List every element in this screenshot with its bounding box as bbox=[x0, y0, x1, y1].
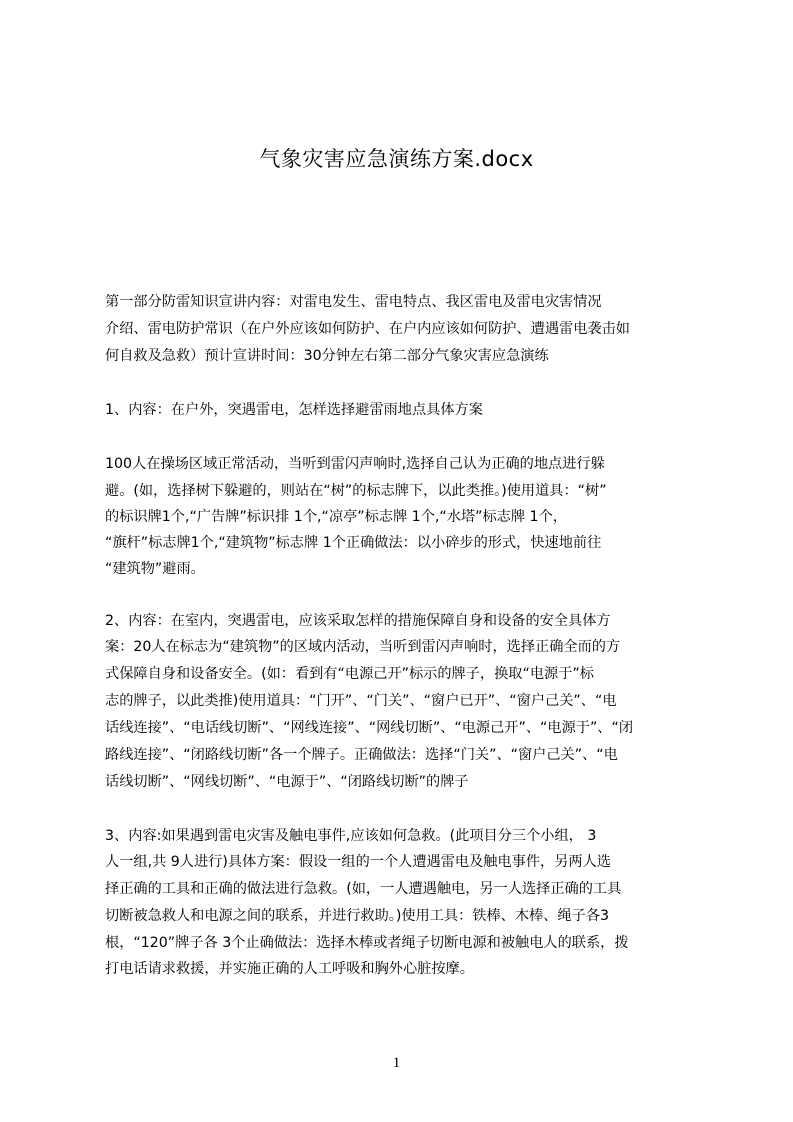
body-line: 介绍、雷电防护常识（在户外应该如何防护、在户内应该如何防护、遭遇雷电袭击如 bbox=[105, 321, 630, 337]
body-line: 何自救及急救）预计宣讲时间：30分钟左右第二部分气象灾害应急演练 bbox=[105, 348, 549, 364]
body-line: 择正确的工具和正确的做法进行急救。(如，一人遭遇触电，另一人选择正确的工具 bbox=[105, 881, 622, 897]
body-line: 话线切断”、“网线切断”、“电源于”、“闭路线切断”的牌子 bbox=[105, 774, 469, 790]
body-line: 的标识牌1个,“广告牌”标识排 1个,“凉亭”标志牌 1个,“水塔”标志牌 1个， bbox=[105, 509, 567, 525]
body-line: 案：20人在标志为“建筑物”的区域内活动，当听到雷闪声响时，选择正确全而的方 bbox=[105, 639, 621, 655]
body-line: 式保障自身和设备安全。(如：看到有“电源己开”标示的牌子，换取“电源于”标 bbox=[105, 666, 594, 682]
body-line: 路线连接”、“闭路线切断”各一个牌子。正确做法：选择“门关”、“窗户己关”、“电 bbox=[105, 747, 618, 763]
page-number: 1 bbox=[392, 1055, 401, 1071]
body-line: 切断被急救人和电源之间的联系，并进行救助。)使用工具：铁棒、木棒、绳子各3 bbox=[105, 908, 610, 924]
body-line: “建筑物”避雨。 bbox=[105, 561, 205, 577]
body-line: 人一组,共 9人进行)具体方案：假设一组的一个人遭遇雷电及触电事件，另两人选 bbox=[105, 854, 611, 870]
body-line: 100人在操场区域正常活动，当听到雷闪声响时,选择自己认为正确的地点进行躲 bbox=[105, 456, 605, 472]
body-line: 避。(如，选择树下躲避的，则站在“树”的标志牌下，以此类推。)使用道具：“树” bbox=[105, 483, 607, 499]
body-line: 第一部分防雷知识宣讲内容：对雷电发生、雷电特点、我区雷电及雷电灾害情况 bbox=[105, 294, 602, 310]
body-line: 1、内容：在户外，突遇雷电，怎样选择避雷雨地点具体方案 bbox=[105, 402, 483, 418]
body-line: 志的牌子，以此类推)使用道具：“门开”、“门关”、“窗户已开”、“窗户己关”、“电 bbox=[105, 693, 617, 709]
body-line: “旗杆”标志牌1个,“建筑物”标志牌 1个正确做法：以小碎步的形式，快速地前往 bbox=[105, 535, 602, 551]
body-line: 话线连接”、“电话线切断”、“网线连接”、“网线切断”、“电源己开”、“电源于”、“闭 bbox=[105, 720, 634, 736]
document-title: 气象灾害应急演练方案.docx bbox=[259, 147, 534, 171]
body-line: 根，“120”牌子各 3个止确做法：选择木棒或者绳子切断电源和被触电人的联系，拨 bbox=[105, 935, 629, 951]
body-line: 3、内容:如果遇到雷电灾害及触电事件,应该如何急救。(此项目分三个小组， 3 bbox=[105, 828, 597, 844]
body-line: 2、内容：在室内，突遇雷电，应该采取怎样的措施保障自身和设备的安全具体方 bbox=[105, 613, 611, 629]
body-line: 打电话请求救援，并实施正确的人工呼吸和胸外心脏按摩。 bbox=[105, 961, 474, 977]
